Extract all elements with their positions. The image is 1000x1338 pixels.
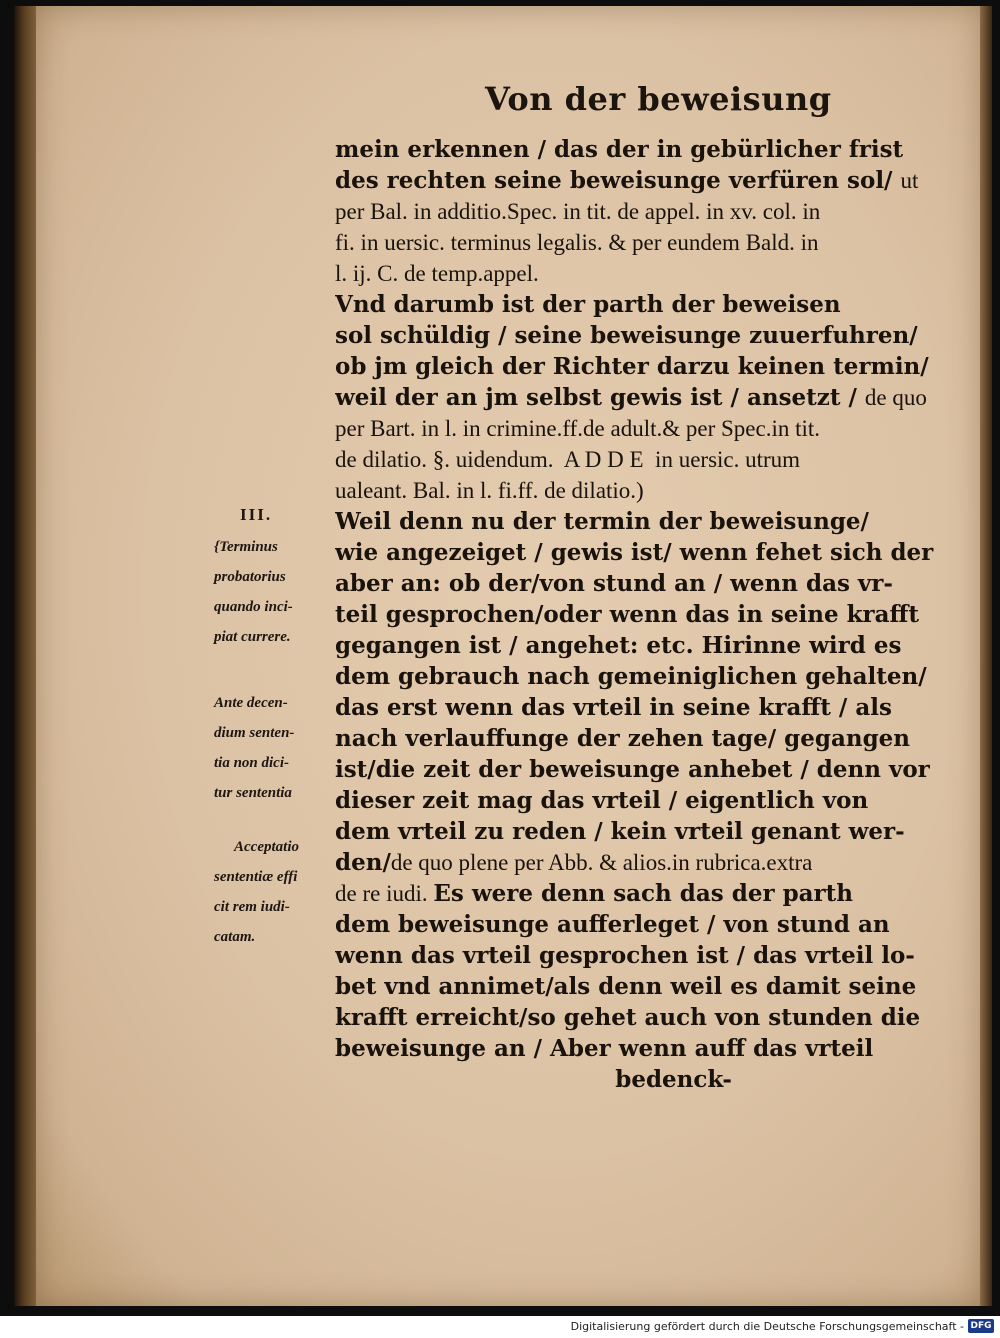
blackletter-text: nach verlauffunge der zehen tage/ gegangen (335, 725, 911, 752)
blackletter-text: aber an: ob der/von stund an / wenn das vr- (335, 570, 893, 597)
blackletter-text: ist/die zeit der beweisunge anhebet / denn vor (335, 756, 930, 783)
text-line (335, 816, 947, 847)
text-line (335, 599, 947, 630)
blackletter-text: dem beweisunge aufferleget / von stund an (335, 911, 890, 938)
dfg-logo: DFG (968, 1319, 994, 1333)
text-block-2 (335, 289, 947, 506)
text-line (335, 785, 947, 816)
text-line (335, 754, 947, 785)
text-line (335, 1064, 947, 1095)
margin-note-line: piat currere. (214, 629, 291, 645)
latin-text: de quo plene per Abb. & alios.in rubrica.extra (390, 850, 813, 875)
text-block-1 (335, 134, 947, 289)
text-line (335, 320, 947, 351)
blackletter-text: bet vnd annimet/als denn weil es damit seine (335, 973, 917, 1000)
text-line (335, 165, 947, 196)
latin-text: de quo (864, 385, 927, 410)
blackletter-text: weil der an jm selbst gewis ist / ansetzt / (335, 384, 865, 411)
margin-note-terminus (214, 532, 293, 652)
text-line (335, 382, 947, 413)
margin-note-line: cit rem iudi- (214, 899, 290, 915)
blackletter-text: wie angezeiget / gewis ist/ wenn fehet sich der (335, 539, 934, 566)
margin-note-line: dium senten- (214, 725, 295, 741)
text-line (335, 289, 947, 320)
blackletter-text: dem vrteil zu reden / kein vrteil genant wer- (335, 818, 905, 845)
text-line (335, 227, 947, 258)
blackletter-text: sol schüldig / seine beweisunge zuuerfuhren/ (335, 322, 918, 349)
text-line (335, 940, 947, 971)
running-head: Von der beweisung (485, 80, 832, 118)
text-block-3 (335, 506, 947, 1095)
text-line (335, 692, 947, 723)
margin-note-line: Ante decen- (214, 695, 288, 711)
latin-text: de re iudi. (335, 881, 434, 906)
latin-text: ualeant. Bal. in l. fi.ff. de dilatio.) (335, 478, 644, 503)
margin-note-line: tia non dici- (214, 755, 290, 771)
text-line (335, 506, 947, 537)
margin-note-acceptatio (214, 832, 299, 952)
text-line (335, 909, 947, 940)
blackletter-text: wenn das vrteil gesprochen ist / das vrteil lo- (335, 942, 915, 969)
text-line (335, 537, 947, 568)
blackletter-text: das erst wenn das vrteil in seine krafft / als (335, 694, 892, 721)
blackletter-text: gegangen ist / angehet: etc. Hirinne wird es (335, 632, 902, 659)
margin-note-line: Acceptatio (234, 839, 299, 855)
blackletter-text: Es were denn sach das der parth (433, 880, 854, 907)
latin-text: ut (900, 168, 919, 193)
text-line (335, 1033, 947, 1064)
margin-note-line: probatorius (214, 569, 286, 585)
margin-note-line: sententiæ effi (214, 869, 298, 885)
margin-note-line: {Terminus (214, 539, 278, 555)
text-line (335, 847, 947, 878)
latin-text: per Bart. in l. in crimine.ff.de adult.& per Spec.in tit. (335, 416, 821, 441)
text-line (335, 196, 947, 227)
blackletter-text: krafft erreicht/so gehet auch von stunden die (335, 1004, 921, 1031)
text-line (335, 1002, 947, 1033)
blackletter-text: beweisunge an / Aber wenn auff das vrteil (335, 1035, 874, 1062)
blackletter-text: des rechten seine beweisunge verfüren sol/ (335, 167, 901, 194)
blackletter-text: ob jm gleich der Richter darzu keinen termin/ (335, 353, 929, 380)
text-line (335, 971, 947, 1002)
text-line (335, 475, 947, 506)
margin-note-line: tur sententia (214, 785, 292, 801)
latin-text: de dilatio. §. uidendum. A D D E in uersic. utrum (335, 447, 801, 472)
margin-note-line: quando inci- (214, 599, 293, 615)
text-line (335, 723, 947, 754)
blackletter-text: dem gebrauch nach gemeiniglichen gehalten/ (335, 663, 927, 690)
text-line (335, 444, 947, 475)
footer-credit: Digitalisierung gefördert durch die Deutsche Forschungsgemeinschaft - (570, 1320, 964, 1333)
footer-bar (0, 1316, 1000, 1338)
text-line (335, 134, 947, 165)
blackletter-text: teil gesprochen/oder wenn das in seine krafft (335, 601, 920, 628)
latin-text: per Bal. in additio.Spec. in tit. de appel. in xv. col. in (335, 199, 821, 224)
blackletter-text: Weil denn nu der termin der beweisunge/ (335, 508, 869, 535)
blackletter-text: mein erkennen / das der in gebürlicher frist (335, 136, 904, 163)
page-edge-right (980, 6, 992, 1306)
text-line (335, 568, 947, 599)
text-line (335, 630, 947, 661)
margin-note-decendium (214, 688, 294, 808)
text-line (335, 661, 947, 692)
blackletter-text: bedenck- (335, 1066, 732, 1093)
text-line (335, 413, 947, 444)
blackletter-text: Vnd darumb ist der parth der beweisen (335, 291, 841, 318)
text-line (335, 878, 947, 909)
text-line (335, 258, 947, 289)
margin-note-line: catam. (214, 929, 256, 945)
blackletter-text: den/ (335, 849, 391, 876)
blackletter-text: dieser zeit mag das vrteil / eigentlich von (335, 787, 869, 814)
text-line (335, 351, 947, 382)
latin-text: fi. in uersic. terminus legalis. & per eundem Bald. in (335, 230, 819, 255)
latin-text: l. ij. C. de temp.appel. (335, 261, 539, 286)
margin-section-number: III. (240, 505, 273, 524)
